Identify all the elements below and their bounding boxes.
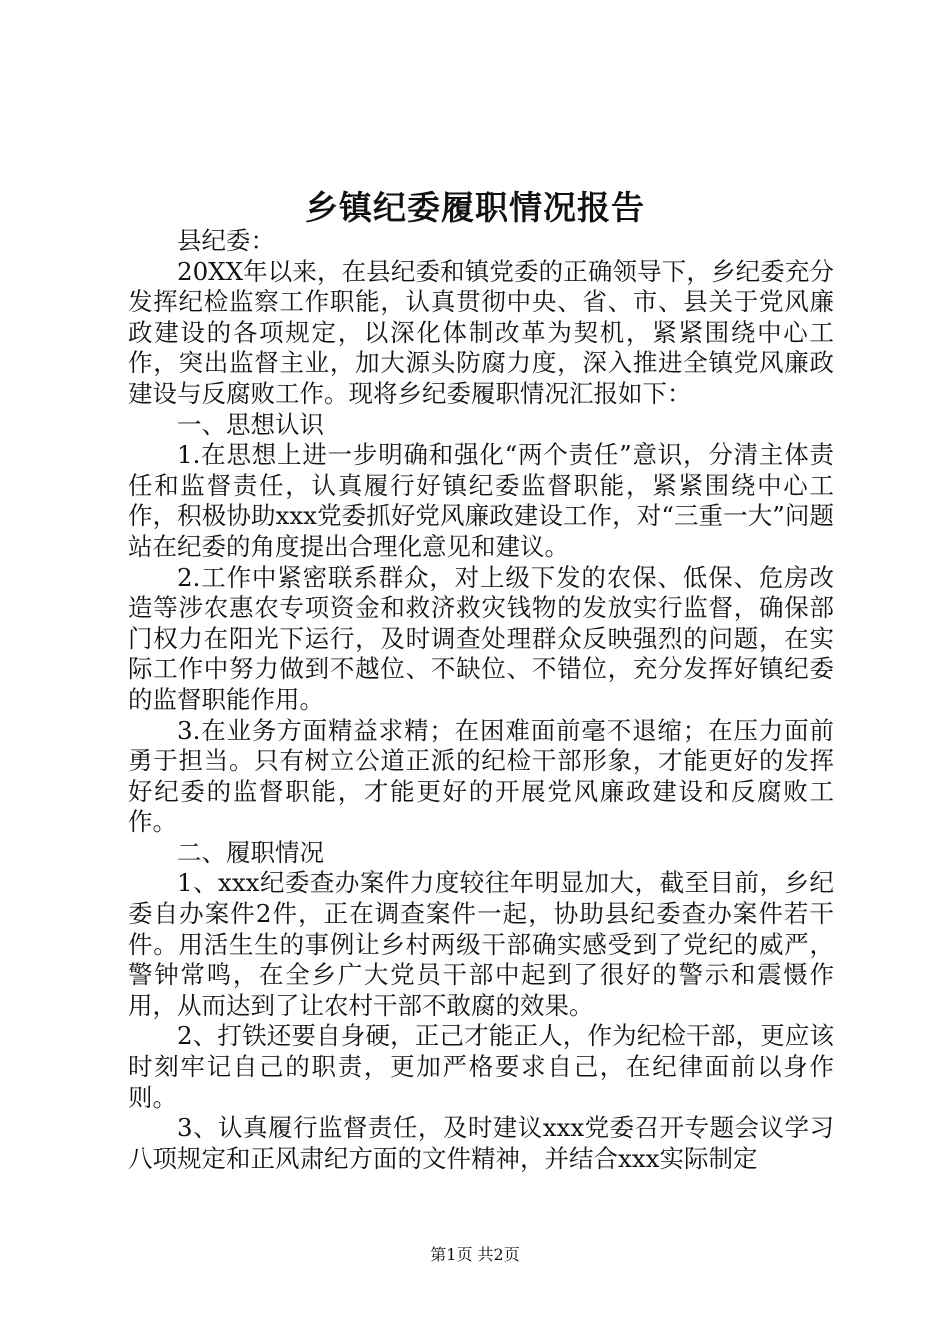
- section-heading-1: 一、思想认识: [177, 409, 324, 439]
- paragraph: 1.在思想上进一步明确和强化“两个责任”意识，分清主体责任和监督责任，认真履行好镇纪委监督职能，紧紧围绕中心工作，积极协助xxx党委抓好党风廉政建设工作，对“三重一大”问题站在纪委的角度提出合理化意见和建议。: [128, 440, 834, 561]
- document-title: 乡镇纪委履职情况报告: [305, 188, 645, 227]
- document-body: [128, 226, 834, 1174]
- paragraph: 3、认真履行监督责任，及时建议xxx党委召开专题会议学习八项规定和正风肃纪方面的文件精神，并结合xxx实际制定: [128, 1113, 834, 1173]
- paragraph: 2、打铁还要自身硬，正己才能正人，作为纪检干部，更应该时刻牢记自己的职责，更加严格要求自己，在纪律面前以身作则。: [128, 1021, 834, 1112]
- paragraph: 1、xxx纪委查办案件力度较往年明显加大，截至目前，乡纪委自办案件2件，正在调查案件一起，协助县纪委查办案件若干件。用活生生的事例让乡村两级干部确实感受到了党纪的威严，警钟常鸣，在全乡广大党员干部中起到了很好的警示和震慑作用，从而达到了让农村干部不敢腐的效果。: [128, 868, 834, 1020]
- salutation: 县纪委：: [177, 226, 275, 255]
- paragraph: 3.在业务方面精益求精；在困难面前毫不退缩；在压力面前勇于担当。只有树立公道正派的纪检干部形象，才能更好的发挥好纪委的监督职能，才能更好的开展党风廉政建设和反腐败工作。: [128, 715, 834, 837]
- intro-paragraph: 20XX年以来，在县纪委和镇党委的正确领导下，乡纪委充分发挥纪检监察工作职能，认真贯彻中央、省、市、县关于党风廉政建设的各项规定，以深化体制改革为契机，紧紧围绕中心工作，突出监督主业，加大源头防腐力度，深入推进全镇党风廉政建设与反腐败工作。现将乡纪委履职情况汇报如下：: [128, 256, 834, 408]
- page-footer: 第1页 共2页: [430, 1245, 520, 1264]
- paragraph: 2.工作中紧密联系群众，对上级下发的农保、低保、危房改造等涉农惠农专项资金和救济救灾钱物的发放实行监督，确保部门权力在阳光下运行，及时调查处理群众反映强烈的问题，在实际工作中努力做到不越位、不缺位、不错位，充分发挥好镇纪委的监督职能作用。: [128, 562, 834, 714]
- section-heading-2: 二、履职情况: [177, 837, 324, 867]
